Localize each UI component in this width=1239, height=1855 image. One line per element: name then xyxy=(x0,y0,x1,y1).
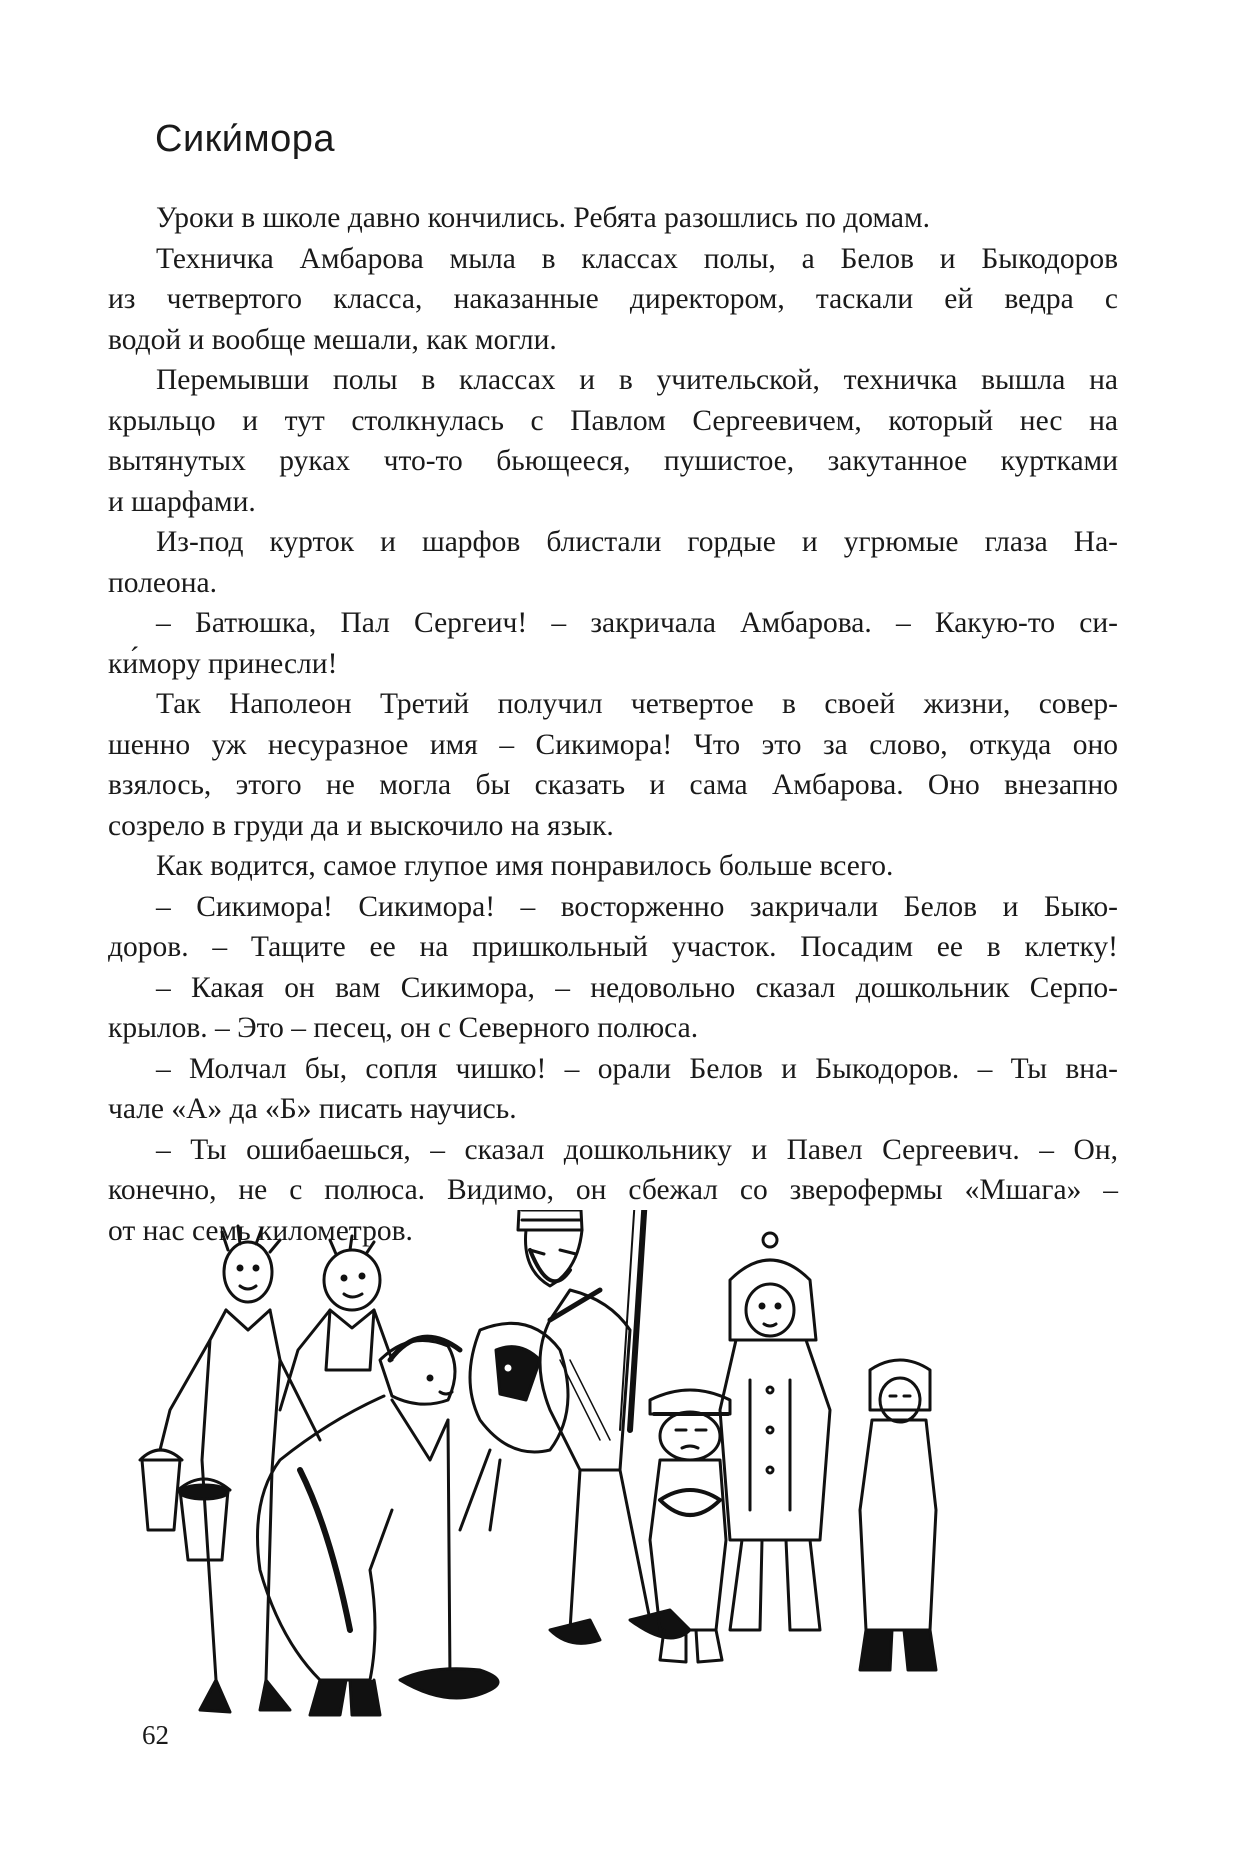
text-line: Техничка Амбарова мыла в классах полы, а Белов и Быкодоров xyxy=(156,242,1118,275)
text-line: – Какая он вам Сикимора, – недовольно сказал дошкольник Серпо- xyxy=(156,971,1118,1004)
text-line: водой и вообще мешали, как могли. xyxy=(108,323,557,356)
boy-with-buckets-figure xyxy=(140,1226,320,1712)
text-line: крыльцо и тут столкнулась с Павлом Сергеевичем, который нес на xyxy=(108,404,1118,437)
small-child-figure xyxy=(860,1360,936,1670)
text-line: полеона. xyxy=(108,566,217,599)
text-line: Уроки в школе давно кончились. Ребята разошлись по домам. xyxy=(156,202,931,234)
girl-in-hood-figure xyxy=(720,1233,830,1630)
text-line: – Сикимора! Сикимора! – восторженно закричали Белов и Быко- xyxy=(156,890,1118,923)
illustration-group-scene xyxy=(130,1210,1120,1790)
text-line: Из-под курток и шарфов блистали гордые и угрюмые глаза На- xyxy=(156,526,1118,558)
text-line: Перемывши полы в классах и в учительской, техничка вышла на xyxy=(156,364,1118,396)
text-line: конечно, не с полюса. Видимо, он сбежал со зверофермы «Мшага» – xyxy=(108,1174,1118,1206)
chapter-title: Сики́мора xyxy=(155,118,336,160)
text-line: Как водится, самое глупое имя понравилось больше всего. xyxy=(156,850,894,882)
text-line: созрело в груди да и выскочило на язык. xyxy=(108,809,614,842)
text-line: шенно уж несуразное имя – Сикимора! Что это за слово, откуда оно xyxy=(108,728,1118,761)
text-line: из четвертого класса, наказанные директором, таскали ей ведра с xyxy=(108,283,1118,315)
text-line: Так Наполеон Третий получил четвертое в своей жизни, совер- xyxy=(156,688,1118,720)
chapter-body xyxy=(108,198,1118,1251)
text-line: – Ты ошибаешься, – сказал дошкольнику и Павел Сергеевич. – Он, xyxy=(156,1133,1118,1166)
text-line: чале «А» да «Б» писать научись. xyxy=(108,1093,517,1125)
text-line: доров. – Тащите ее на пришкольный участок. Посадим ее в клетку! xyxy=(108,931,1118,963)
text-line: крылов. – Это – песец, он с Северного полюса. xyxy=(108,1012,699,1044)
text-line: от нас семь километров. xyxy=(108,1214,413,1247)
text-line: – Батюшка, Пал Сергеич! – закричала Амбарова. – Какую-то си- xyxy=(156,607,1118,639)
text-line: взялось, этого не могла бы сказать и сама Амбарова. Оно внезапно xyxy=(108,769,1118,801)
text-line: ки́мору принесли! xyxy=(108,647,338,680)
boy-figure xyxy=(280,1236,392,1410)
page-number: 62 xyxy=(142,1720,169,1750)
text-line: и шарфами. xyxy=(108,485,256,518)
text-line: – Молчал бы, сопля чишко! – орали Белов и Быкодоров. – Ты вна- xyxy=(156,1052,1118,1085)
text-line: вытянутых руках что-то бьющееся, пушистое, закутанное куртками xyxy=(108,445,1118,477)
